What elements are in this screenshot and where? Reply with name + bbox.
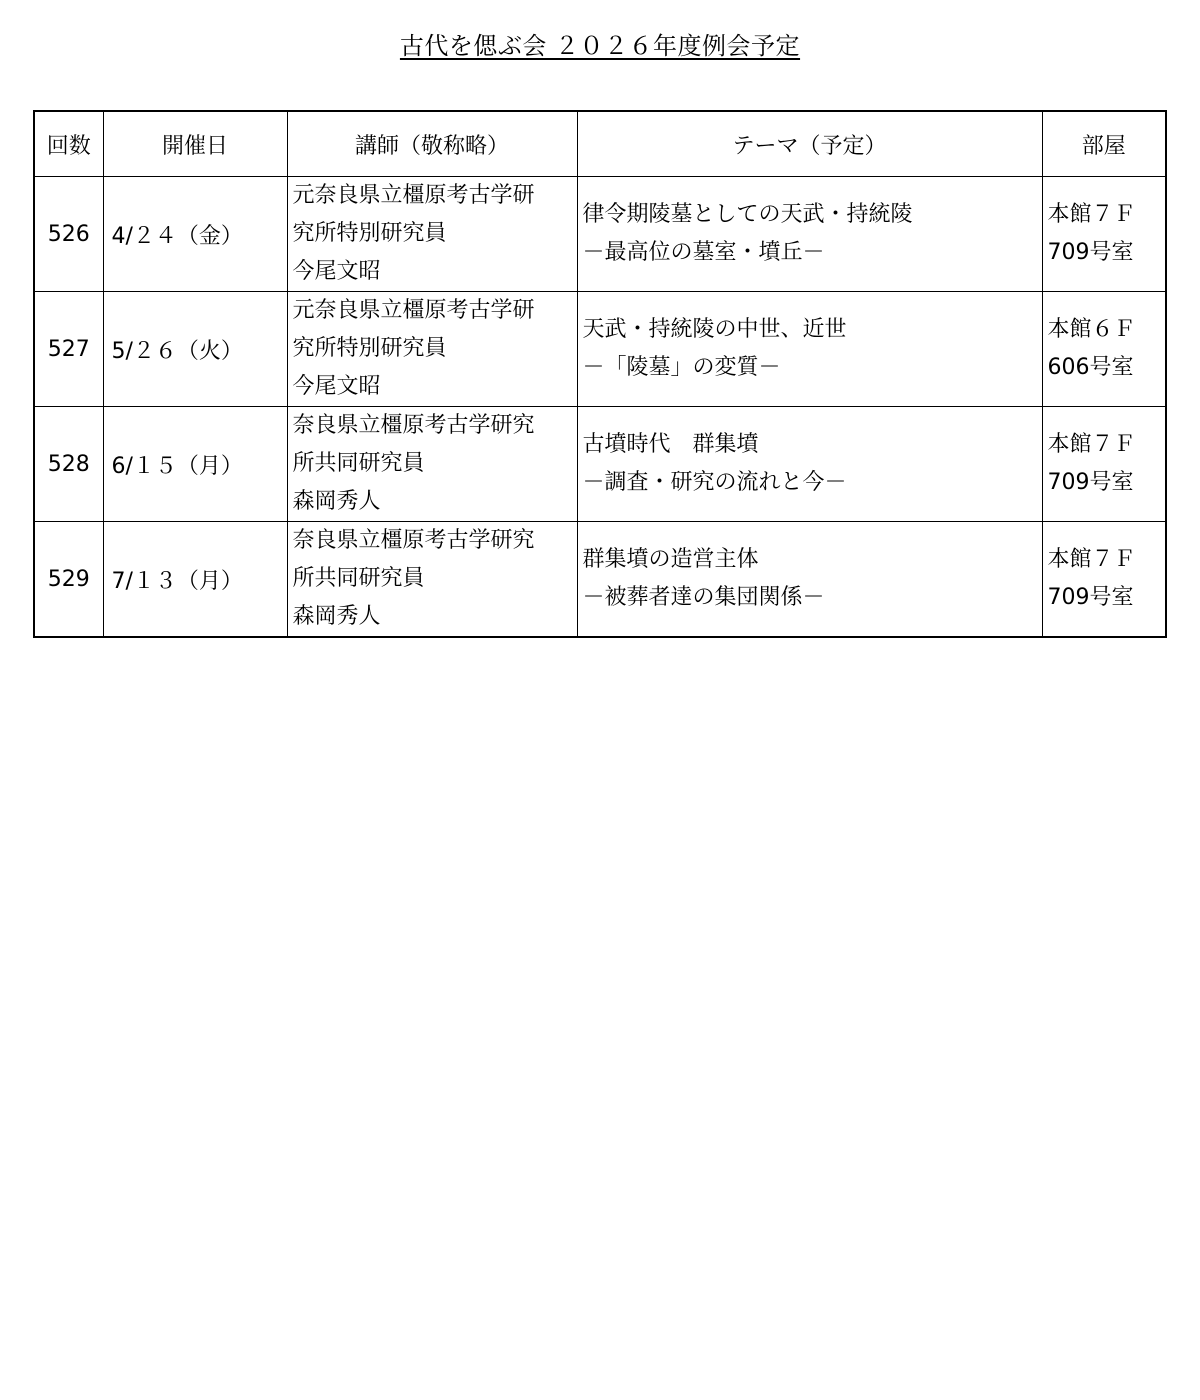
room-building: 本館７Ｆ (1047, 202, 1136, 227)
table-row (34, 522, 1166, 638)
header-date: 開催日 (103, 111, 287, 177)
room-number: 606号室 (1047, 355, 1134, 380)
lecturer-name: 今尾文昭 (292, 374, 381, 399)
theme-subtitle: －「陵墓」の変質－ (582, 355, 781, 380)
document-title: 古代を偲ぶ会 ２０２６年度例会予定 (399, 32, 801, 60)
room-number: 709号室 (1047, 240, 1134, 265)
lecturer-affiliation: 奈良県立橿原考古学研究 (292, 528, 535, 553)
room-building: 本館７Ｆ (1047, 547, 1136, 572)
room-cell (1042, 407, 1166, 522)
meeting-number: 527 (34, 292, 103, 407)
table-row (34, 177, 1166, 292)
lecturer-position: 所共同研究員 (292, 566, 425, 591)
lecturer-cell (287, 292, 577, 407)
meeting-date: 7/１３（月） (103, 522, 287, 638)
meeting-number: 526 (34, 177, 103, 292)
room-building: 本館６Ｆ (1047, 317, 1136, 342)
meeting-date: 4/２４（金） (103, 177, 287, 292)
lecturer-position: 究所特別研究員 (292, 221, 447, 246)
room-building: 本館７Ｆ (1047, 432, 1136, 457)
room-number: 709号室 (1047, 585, 1134, 610)
lecturer-name: 森岡秀人 (292, 489, 381, 514)
table-row (34, 407, 1166, 522)
schedule-table (33, 110, 1167, 638)
theme-cell (577, 407, 1042, 522)
theme-cell (577, 522, 1042, 638)
room-cell (1042, 522, 1166, 638)
room-number: 709号室 (1047, 470, 1134, 495)
header-row (34, 111, 1166, 177)
theme-title: 古墳時代 群集墳 (582, 432, 759, 457)
theme-title: 律令期陵墓としての天武・持統陵 (582, 202, 913, 227)
lecturer-position: 所共同研究員 (292, 451, 425, 476)
lecturer-affiliation: 元奈良県立橿原考古学研 (292, 298, 535, 323)
header-theme: テーマ（予定） (577, 111, 1042, 177)
meeting-date: 6/１５（月） (103, 407, 287, 522)
theme-subtitle: －被葬者達の集団関係－ (582, 585, 825, 610)
meeting-number: 528 (34, 407, 103, 522)
lecturer-name: 森岡秀人 (292, 604, 381, 629)
lecturer-affiliation: 奈良県立橿原考古学研究 (292, 413, 535, 438)
theme-title: 群集墳の造営主体 (582, 547, 759, 572)
meeting-date: 5/２６（火） (103, 292, 287, 407)
lecturer-cell (287, 177, 577, 292)
room-cell (1042, 177, 1166, 292)
lecturer-cell (287, 407, 577, 522)
header-number: 回数 (34, 111, 103, 177)
table-row (34, 292, 1166, 407)
theme-subtitle: －最高位の墓室・墳丘－ (582, 240, 825, 265)
theme-title: 天武・持統陵の中世、近世 (582, 317, 847, 342)
header-room: 部屋 (1042, 111, 1166, 177)
theme-cell (577, 177, 1042, 292)
lecturer-cell (287, 522, 577, 638)
lecturer-affiliation: 元奈良県立橿原考古学研 (292, 183, 535, 208)
header-lecturer: 講師（敬称略） (287, 111, 577, 177)
lecturer-name: 今尾文昭 (292, 259, 381, 284)
lecturer-position: 究所特別研究員 (292, 336, 447, 361)
room-cell (1042, 292, 1166, 407)
theme-cell (577, 292, 1042, 407)
theme-subtitle: －調査・研究の流れと今－ (582, 470, 847, 495)
meeting-number: 529 (34, 522, 103, 638)
